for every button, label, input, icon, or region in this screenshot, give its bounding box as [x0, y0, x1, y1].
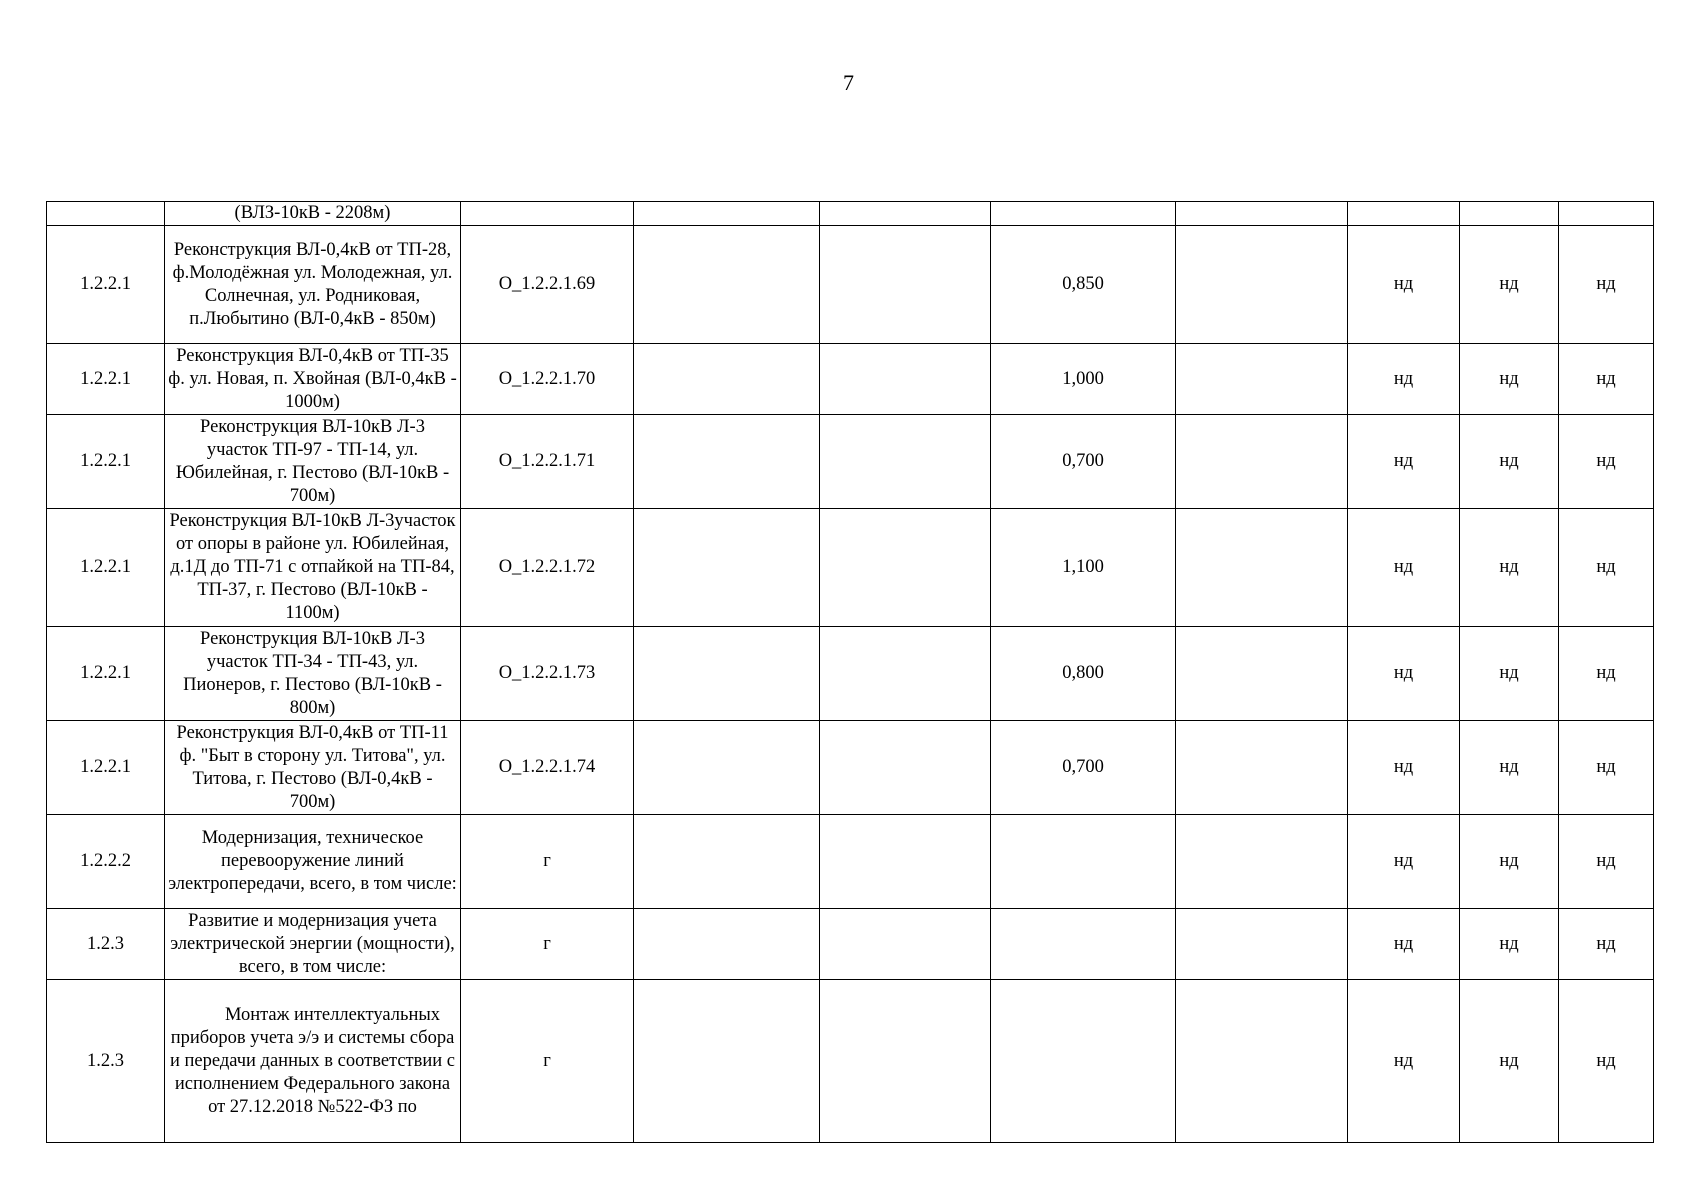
row-description: Реконструкция ВЛ-0,4кВ от ТП-11 ф. "Быт в сторону ул. Титова", ул. Титова, г. Пестово (ВЛ-0,4кВ - 700м)	[165, 721, 461, 815]
row-description: Монтаж интеллектуальных приборов учета э/э и системы сбора и передачи данных в соответствии с исполнением Федерального закона от 27.12.2018 №522-ФЗ по	[165, 980, 461, 1143]
row-col9: нд	[1460, 627, 1559, 721]
row-col10: нд	[1559, 909, 1654, 980]
row-col4	[634, 627, 820, 721]
row-col4	[634, 980, 820, 1143]
row-col4	[634, 509, 820, 627]
row-number: 1.2.2.1	[47, 509, 165, 627]
row-number: 1.2.3	[47, 909, 165, 980]
row-col7	[1176, 721, 1348, 815]
table-row	[47, 909, 1654, 980]
row-code: г	[461, 909, 634, 980]
row-number: 1.2.2.1	[47, 627, 165, 721]
row-col9: нд	[1460, 344, 1559, 415]
row-col7	[1176, 202, 1348, 226]
row-col6	[991, 980, 1176, 1143]
row-number: 1.2.2.1	[47, 344, 165, 415]
row-col5	[820, 909, 991, 980]
row-description: Реконструкция ВЛ-10кВ Л-3участок от опоры в районе ул. Юбилейная, д.1Д до ТП-71 с отпайкой на ТП-84, ТП-37, г. Пестово (ВЛ-10кВ - 1100м)	[165, 509, 461, 627]
row-col8: нд	[1348, 509, 1460, 627]
row-col4	[634, 815, 820, 909]
row-description: (ВЛЗ-10кВ - 2208м)	[165, 202, 461, 226]
row-col10: нд	[1559, 627, 1654, 721]
row-col5	[820, 721, 991, 815]
row-col7	[1176, 980, 1348, 1143]
row-col4	[634, 226, 820, 344]
row-col6: 0,700	[991, 721, 1176, 815]
row-col10: нд	[1559, 509, 1654, 627]
row-description: Реконструкция ВЛ-10кВ Л-3 участок ТП-97 - ТП-14, ул. Юбилейная, г. Пестово (ВЛ-10кВ - 700м)	[165, 415, 461, 509]
row-col10: нд	[1559, 344, 1654, 415]
row-number	[47, 202, 165, 226]
row-col4	[634, 909, 820, 980]
row-number: 1.2.2.1	[47, 721, 165, 815]
row-code: О_1.2.2.1.71	[461, 415, 634, 509]
row-col10: нд	[1559, 415, 1654, 509]
row-col10: нд	[1559, 980, 1654, 1143]
investment-table	[46, 201, 1654, 1143]
row-col8: нд	[1348, 415, 1460, 509]
row-col9: нд	[1460, 815, 1559, 909]
row-col5	[820, 627, 991, 721]
row-col7	[1176, 627, 1348, 721]
row-description: Реконструкция ВЛ-10кВ Л-3 участок ТП-34 - ТП-43, ул. Пионеров, г. Пестово (ВЛ-10кВ - 800м)	[165, 627, 461, 721]
table-row	[47, 721, 1654, 815]
row-col9: нд	[1460, 226, 1559, 344]
row-col4	[634, 344, 820, 415]
table-row	[47, 344, 1654, 415]
row-col4	[634, 721, 820, 815]
row-col10: нд	[1559, 226, 1654, 344]
row-code: г	[461, 815, 634, 909]
row-col10: нд	[1559, 721, 1654, 815]
row-col5	[820, 226, 991, 344]
table-row	[47, 627, 1654, 721]
row-number: 1.2.2.1	[47, 415, 165, 509]
row-col6	[991, 909, 1176, 980]
table-row	[47, 415, 1654, 509]
row-col9: нд	[1460, 509, 1559, 627]
table-row	[47, 815, 1654, 909]
row-col9: нд	[1460, 415, 1559, 509]
row-col7	[1176, 509, 1348, 627]
table-row	[47, 226, 1654, 344]
row-number: 1.2.2.2	[47, 815, 165, 909]
row-col6	[991, 815, 1176, 909]
row-col6: 0,850	[991, 226, 1176, 344]
row-col6: 1,000	[991, 344, 1176, 415]
row-col5	[820, 815, 991, 909]
row-col5	[820, 415, 991, 509]
row-col5	[820, 509, 991, 627]
row-description: Реконструкция ВЛ-0,4кВ от ТП-28, ф.Молодёжная ул. Молодежная, ул. Солнечная, ул. Родниковая, п.Любытино (ВЛ-0,4кВ - 850м)	[165, 226, 461, 344]
row-col8	[1348, 202, 1460, 226]
row-col7	[1176, 815, 1348, 909]
row-col7	[1176, 344, 1348, 415]
row-col8: нд	[1348, 980, 1460, 1143]
row-col9: нд	[1460, 721, 1559, 815]
row-col4	[634, 202, 820, 226]
row-number: 1.2.3	[47, 980, 165, 1143]
row-code: О_1.2.2.1.74	[461, 721, 634, 815]
row-col9: нд	[1460, 980, 1559, 1143]
row-code: О_1.2.2.1.70	[461, 344, 634, 415]
row-col8: нд	[1348, 721, 1460, 815]
row-col7	[1176, 909, 1348, 980]
table-row	[47, 980, 1654, 1143]
row-col8: нд	[1348, 226, 1460, 344]
row-col10	[1559, 202, 1654, 226]
row-description: Развитие и модернизация учета электрической энергии (мощности), всего, в том числе:	[165, 909, 461, 980]
row-col8: нд	[1348, 815, 1460, 909]
row-number: 1.2.2.1	[47, 226, 165, 344]
row-col6: 1,100	[991, 509, 1176, 627]
row-col6	[991, 202, 1176, 226]
row-col5	[820, 980, 991, 1143]
row-col7	[1176, 415, 1348, 509]
row-col6: 0,700	[991, 415, 1176, 509]
row-description: Модернизация, техническое перевооружение линий электропередачи, всего, в том числе:	[165, 815, 461, 909]
row-code: О_1.2.2.1.72	[461, 509, 634, 627]
row-code: г	[461, 980, 634, 1143]
row-code: О_1.2.2.1.73	[461, 627, 634, 721]
row-col8: нд	[1348, 909, 1460, 980]
row-col7	[1176, 226, 1348, 344]
row-col9: нд	[1460, 909, 1559, 980]
row-description: Реконструкция ВЛ-0,4кВ от ТП-35 ф. ул. Новая, п. Хвойная (ВЛ-0,4кВ - 1000м)	[165, 344, 461, 415]
row-col8: нд	[1348, 344, 1460, 415]
row-col4	[634, 415, 820, 509]
row-col6: 0,800	[991, 627, 1176, 721]
page-number: 7	[843, 70, 854, 95]
row-code	[461, 202, 634, 226]
row-col10: нд	[1559, 815, 1654, 909]
row-col5	[820, 202, 991, 226]
row-col9	[1460, 202, 1559, 226]
row-col8: нд	[1348, 627, 1460, 721]
table-row	[47, 509, 1654, 627]
table-row	[47, 202, 1654, 226]
row-col5	[820, 344, 991, 415]
row-code: О_1.2.2.1.69	[461, 226, 634, 344]
